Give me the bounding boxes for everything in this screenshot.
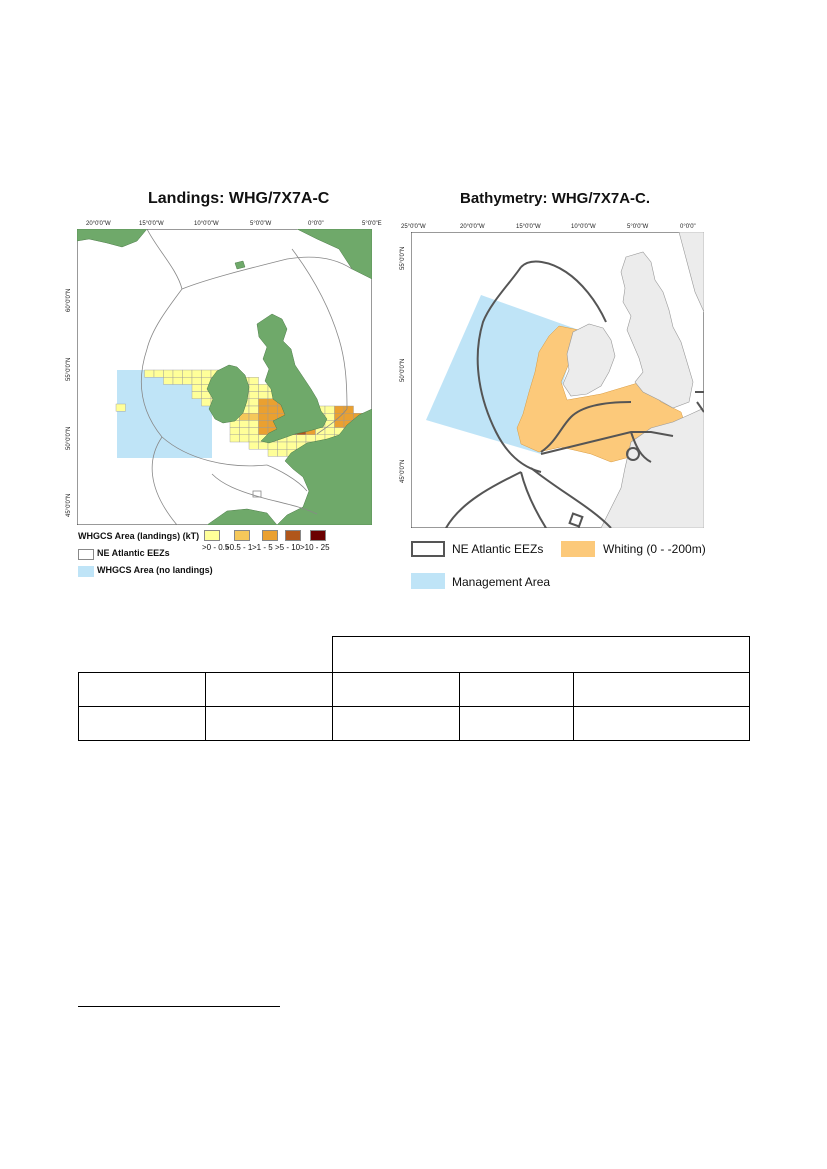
landing-cell — [325, 406, 335, 413]
table-cell — [460, 673, 574, 707]
landing-cell — [259, 399, 269, 406]
landing-cell — [192, 384, 202, 391]
landing-cell — [259, 384, 269, 391]
left-lat-tick: 45°0'0"N — [66, 493, 72, 517]
left-lon-tick: 20°0'0"W — [86, 221, 111, 227]
table-cell — [333, 673, 460, 707]
left-lon-tick: 15°0'0"W — [139, 221, 164, 227]
landings-legend-swatch — [285, 530, 301, 541]
left-map-title: Landings: WHG/7X7A-C — [148, 190, 330, 207]
table-cell — [79, 637, 206, 673]
left-map — [77, 229, 372, 525]
table-row — [79, 637, 750, 673]
right-lon-tick: 0°0'0" — [680, 224, 696, 230]
landing-cell — [173, 377, 183, 384]
left-lat-tick: 55°0'0"N — [66, 357, 72, 381]
landing-cell — [249, 428, 259, 435]
landing-cell — [249, 377, 259, 384]
landing-cell — [268, 449, 278, 456]
landing-cell — [259, 413, 269, 420]
landing-cell — [287, 442, 297, 449]
landing-cell — [230, 428, 240, 435]
landings-legend-swatch — [204, 530, 220, 541]
no-landings-legend-label: WHGCS Area (no landings) — [97, 565, 213, 575]
whiting-legend-swatch — [561, 541, 595, 557]
left-lon-tick: 10°0'0"W — [194, 221, 219, 227]
landing-cell — [297, 435, 307, 442]
landing-cell — [344, 406, 354, 413]
landing-cell — [268, 406, 278, 413]
landings-legend-swatch — [262, 530, 278, 541]
table-cell — [333, 707, 460, 741]
landing-cell — [259, 406, 269, 413]
table-cell — [79, 707, 206, 741]
landing-cell — [202, 370, 212, 377]
table-header-cell — [333, 637, 750, 673]
management-legend-label: Management Area — [452, 575, 551, 589]
landings-legend-swatch — [310, 530, 326, 541]
landing-cell — [335, 420, 345, 427]
landing-cell — [154, 370, 164, 377]
eez-legend-swatch — [78, 549, 94, 560]
landing-cell — [240, 420, 250, 427]
landing-cell — [259, 392, 269, 399]
right-lat-tick: 45°0'0"N — [400, 459, 406, 483]
landing-cell — [173, 370, 183, 377]
whiting-legend-label: Whiting (0 - -200m) — [603, 542, 706, 556]
landing-cell — [249, 399, 259, 406]
right-lon-tick: 15°0'0"W — [516, 224, 541, 230]
landing-cell — [192, 377, 202, 384]
landing-cell — [249, 442, 259, 449]
eez-legend-swatch-right — [411, 541, 445, 557]
landings-legend-swatch — [234, 530, 250, 541]
management-legend-swatch — [411, 573, 445, 589]
landing-cell — [278, 449, 288, 456]
landing-cell — [249, 392, 259, 399]
table-cell — [206, 637, 333, 673]
landings-legend-label: >1 - 5 — [252, 543, 273, 552]
landing-cell — [335, 406, 345, 413]
table-cell — [206, 707, 333, 741]
right-map-title: Bathymetry: WHG/7X7A-C. — [460, 190, 651, 207]
table-row — [79, 673, 750, 707]
no-landings-legend-swatch — [78, 566, 94, 577]
table-cell — [574, 707, 750, 741]
landing-cell — [278, 442, 288, 449]
landing-cell — [325, 428, 335, 435]
landing-cell — [230, 435, 240, 442]
right-lon-tick: 5°0'0"W — [627, 224, 649, 230]
landing-cell — [344, 413, 354, 420]
eez-legend-label: NE Atlantic EEZs — [97, 548, 170, 558]
landings-legend-label: >0.5 - 1 — [225, 543, 253, 552]
landing-cell — [249, 406, 259, 413]
landings-legend-label: >10 - 25 — [300, 543, 330, 552]
right-lon-tick: 25°0'0"W — [401, 224, 426, 230]
landing-cell — [249, 384, 259, 391]
landing-cell — [325, 420, 335, 427]
right-lon-tick: 10°0'0"W — [571, 224, 596, 230]
table-cell — [574, 673, 750, 707]
table-cell — [79, 673, 206, 707]
landing-cell — [192, 392, 202, 399]
left-lat-tick: 50°0'0"N — [66, 426, 72, 450]
landings-legend-label: >5 - 10 — [275, 543, 301, 552]
table-cell — [460, 707, 574, 741]
landing-cell — [259, 428, 269, 435]
landing-cell — [202, 399, 212, 406]
landing-cell — [249, 435, 259, 442]
landing-cell — [240, 428, 250, 435]
landings-legend-label: >0 - 0.5 — [202, 543, 230, 552]
table-row — [79, 707, 750, 741]
right-lat-tick: 55°0'0"N — [400, 246, 406, 270]
landing-cell — [192, 370, 202, 377]
landing-cell — [164, 370, 174, 377]
landing-cell — [259, 420, 269, 427]
right-lon-tick: 20°0'0"W — [460, 224, 485, 230]
landing-cell — [249, 420, 259, 427]
left-lon-tick: 0°0'0" — [308, 221, 324, 227]
landings-legend-title: WHGCS Area (landings) (kT) — [78, 531, 200, 541]
landing-cell — [164, 377, 174, 384]
landing-cell — [259, 442, 269, 449]
footnote-rule — [78, 1006, 280, 1007]
empty-table — [78, 636, 750, 741]
right-map — [411, 232, 704, 528]
left-lon-tick: 5°0'0"E — [362, 221, 382, 227]
landing-cell — [116, 404, 126, 411]
table-cell — [206, 673, 333, 707]
left-lon-tick: 5°0'0"W — [250, 221, 272, 227]
landing-cell — [306, 435, 316, 442]
right-lat-tick: 50°0'0"N — [400, 358, 406, 382]
eez-legend-label-right: NE Atlantic EEZs — [452, 542, 544, 556]
landing-cell — [183, 377, 193, 384]
landing-cell — [240, 435, 250, 442]
landing-cell — [183, 370, 193, 377]
left-lat-tick: 60°0'0"N — [66, 288, 72, 312]
landing-cell — [145, 370, 155, 377]
landing-cell — [249, 413, 259, 420]
